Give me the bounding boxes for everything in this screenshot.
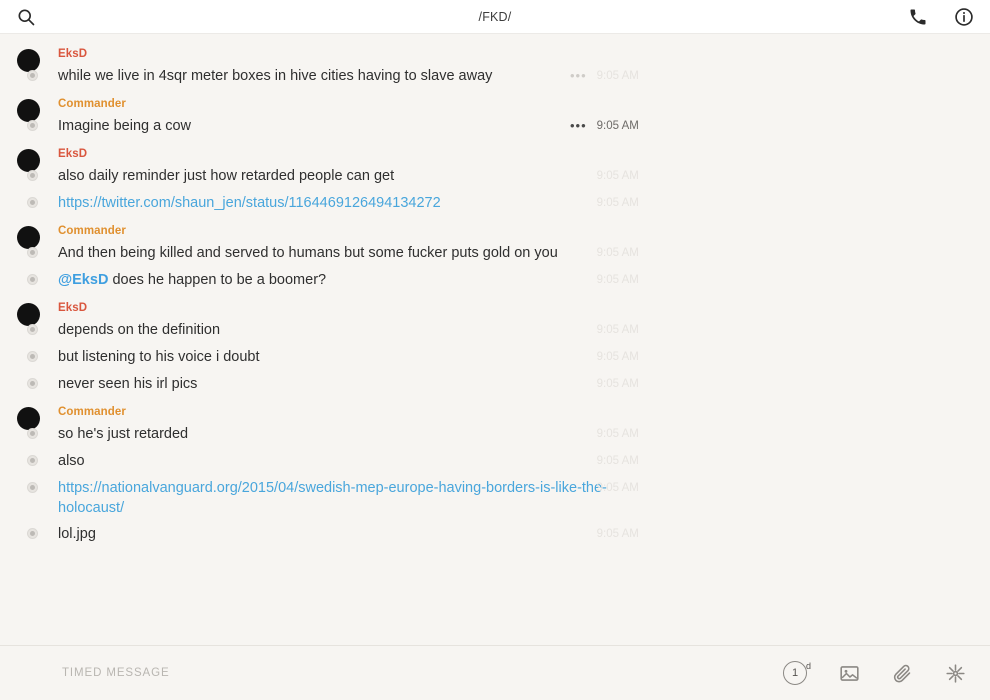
message-text: @EksD does he happen to be a boomer? bbox=[58, 272, 327, 288]
message-status-icon bbox=[27, 120, 38, 131]
message-group bbox=[0, 404, 990, 548]
phone-icon[interactable] bbox=[908, 7, 928, 27]
message-timestamp: 9:05 AM bbox=[596, 197, 639, 209]
message-meta bbox=[570, 120, 639, 132]
message-status-icon bbox=[27, 274, 38, 285]
message-row[interactable] bbox=[58, 190, 970, 217]
top-bar-right bbox=[908, 7, 974, 27]
message-timestamp: 9:05 AM bbox=[596, 482, 639, 494]
message-text: so he's just retarded bbox=[58, 426, 189, 442]
message-timestamp: 9:05 AM bbox=[596, 528, 639, 540]
message-status-icon bbox=[27, 70, 38, 81]
message-row[interactable] bbox=[58, 448, 970, 475]
message-status-icon bbox=[27, 482, 38, 493]
message-status-icon bbox=[27, 197, 38, 208]
message-meta bbox=[570, 197, 639, 209]
message-options-icon[interactable]: ••• bbox=[570, 68, 587, 83]
burn-timer-button[interactable] bbox=[783, 661, 811, 685]
avatar[interactable] bbox=[17, 407, 40, 430]
message-row[interactable] bbox=[58, 371, 970, 398]
message-status-icon bbox=[27, 351, 38, 362]
message-status-icon bbox=[27, 428, 38, 439]
sparkle-icon[interactable] bbox=[945, 663, 966, 684]
message-timestamp: 9:05 AM bbox=[596, 351, 639, 363]
message-text: And then being killed and served to humans but some fucker puts gold on you bbox=[58, 245, 558, 261]
avatar[interactable] bbox=[17, 149, 40, 172]
message-author[interactable]: EksD bbox=[58, 48, 88, 60]
message-link[interactable]: https://nationalvanguard.org/2015/04/swedish-mep-europe-having-borders-is-like-the-holocaust/ bbox=[58, 480, 607, 516]
image-icon[interactable] bbox=[839, 663, 860, 684]
burn-timer-value: 1 bbox=[791, 667, 799, 679]
message-author[interactable]: EksD bbox=[58, 148, 88, 160]
message-author[interactable]: EksD bbox=[58, 302, 88, 314]
message-timestamp: 9:05 AM bbox=[596, 324, 639, 336]
message-timestamp: 9:05 AM bbox=[596, 120, 639, 132]
message-group bbox=[0, 223, 990, 294]
message-meta bbox=[570, 324, 639, 336]
message-text: Imagine being a cow bbox=[58, 118, 191, 134]
timed-message-placeholder: TIMED MESSAGE bbox=[62, 667, 170, 679]
message-link[interactable]: https://twitter.com/shaun_jen/status/1164469126494134272 bbox=[58, 195, 441, 211]
top-bar-left bbox=[16, 7, 36, 27]
message-author[interactable]: Commander bbox=[58, 225, 126, 237]
message-row[interactable] bbox=[58, 475, 970, 521]
info-icon[interactable] bbox=[954, 7, 974, 27]
message-group bbox=[0, 146, 990, 217]
message-meta bbox=[570, 70, 639, 82]
message-meta bbox=[570, 528, 639, 540]
message-meta bbox=[570, 247, 639, 259]
message-status-icon bbox=[27, 247, 38, 258]
message-meta bbox=[570, 482, 639, 494]
message-status-icon bbox=[27, 528, 38, 539]
message-timestamp: 9:05 AM bbox=[596, 70, 639, 82]
message-author[interactable]: Commander bbox=[58, 98, 126, 110]
top-bar bbox=[0, 0, 990, 34]
message-status-icon bbox=[27, 378, 38, 389]
paperclip-icon[interactable] bbox=[892, 663, 913, 684]
message-group bbox=[0, 46, 990, 90]
message-timestamp: 9:05 AM bbox=[596, 274, 639, 286]
message-row[interactable] bbox=[58, 63, 970, 90]
message-options-icon[interactable]: ••• bbox=[570, 118, 587, 133]
message-text: while we live in 4sqr meter boxes in hive cities having to slave away bbox=[58, 68, 493, 84]
mention[interactable]: @EksD bbox=[58, 272, 109, 288]
message-text: also bbox=[58, 453, 85, 469]
message-row[interactable] bbox=[58, 240, 970, 267]
message-row[interactable] bbox=[58, 521, 970, 548]
message-text: also daily reminder just how retarded people can get bbox=[58, 168, 395, 184]
message-status-icon bbox=[27, 324, 38, 335]
message-meta bbox=[570, 428, 639, 440]
message-list[interactable] bbox=[0, 34, 990, 645]
message-row[interactable] bbox=[58, 421, 970, 448]
message-composer[interactable] bbox=[0, 645, 990, 700]
message-text: lol.jpg bbox=[58, 526, 96, 542]
composer-actions bbox=[783, 661, 972, 685]
message-text: depends on the definition bbox=[58, 322, 221, 338]
message-status-icon bbox=[27, 455, 38, 466]
avatar[interactable] bbox=[17, 49, 40, 72]
message-timestamp: 9:05 AM bbox=[596, 428, 639, 440]
avatar[interactable] bbox=[17, 226, 40, 249]
avatar[interactable] bbox=[17, 99, 40, 122]
message-meta bbox=[570, 170, 639, 182]
message-meta bbox=[570, 351, 639, 363]
message-status-icon bbox=[27, 170, 38, 181]
message-timestamp: 9:05 AM bbox=[596, 170, 639, 182]
message-meta bbox=[570, 455, 639, 467]
message-meta bbox=[570, 274, 639, 286]
page-title: /FKD/ bbox=[478, 9, 512, 24]
message-row[interactable] bbox=[58, 317, 970, 344]
message-row[interactable] bbox=[58, 113, 970, 140]
message-row[interactable] bbox=[58, 344, 970, 371]
message-row[interactable] bbox=[58, 267, 970, 294]
message-group bbox=[0, 300, 990, 398]
message-text: but listening to his voice i doubt bbox=[58, 349, 260, 365]
message-timestamp: 9:05 AM bbox=[596, 455, 639, 467]
message-author[interactable]: Commander bbox=[58, 406, 126, 418]
message-row[interactable] bbox=[58, 163, 970, 190]
search-icon[interactable] bbox=[16, 7, 36, 27]
message-group bbox=[0, 96, 990, 140]
avatar[interactable] bbox=[17, 303, 40, 326]
message-timestamp: 9:05 AM bbox=[596, 247, 639, 259]
message-meta bbox=[570, 378, 639, 390]
message-text: never seen his irl pics bbox=[58, 376, 198, 392]
message-timestamp: 9:05 AM bbox=[596, 378, 639, 390]
burn-timer-unit: d bbox=[805, 661, 811, 671]
